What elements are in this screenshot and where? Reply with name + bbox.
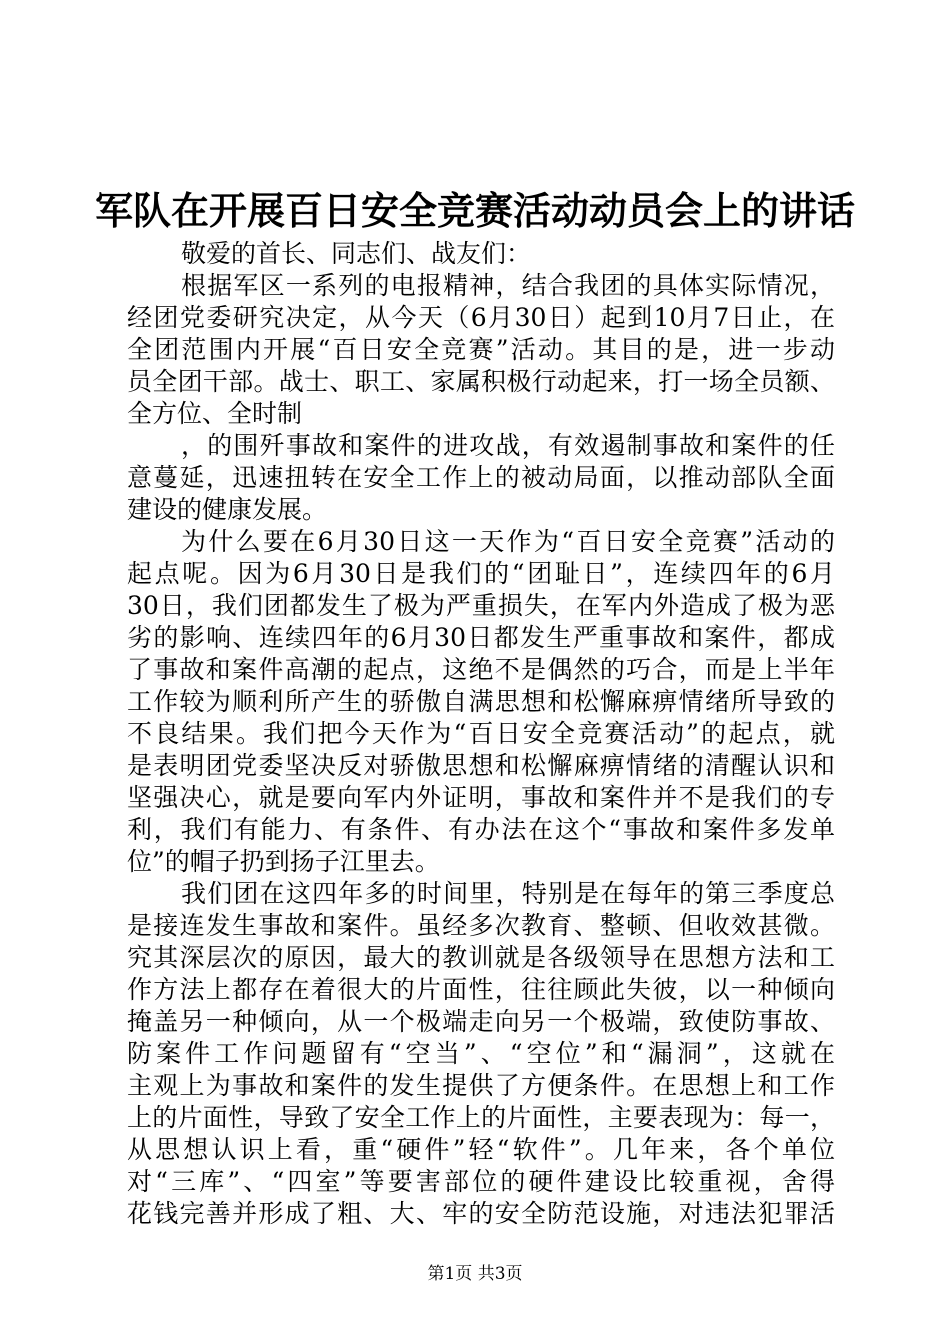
text-line: 意蔓延，迅速扭转在安全工作上的被动局面，以推动部队全面 xyxy=(127,463,835,492)
page-footer: 第1页 共3页 xyxy=(427,1264,523,1284)
text-line: 经团党委研究决定，从今天（6月30日）起到10月7日止，在 xyxy=(127,303,835,332)
text-line: 建设的健康发展。 xyxy=(127,495,328,524)
text-line: 全团范围内开展“百日安全竞赛”活动。其目的是，进一步动 xyxy=(127,335,835,364)
text-line: 劣的影响、连续四年的6月30日都发生严重事故和案件，都成 xyxy=(127,623,835,652)
text-line: 花钱完善并形成了粗、大、牢的安全防范设施，对违法犯罪活 xyxy=(127,1199,835,1228)
text-line: 对“三库”、“四室”等要害部位的硬件建设比较重视，舍得 xyxy=(127,1167,835,1196)
text-line: 是表明团党委坚决反对骄傲思想和松懈麻痹情绪的清醒认识和 xyxy=(127,751,835,780)
text-line: 作方法上都存在着很大的片面性，往往顾此失彼，以一种倾向 xyxy=(127,975,835,1004)
text-line: 位”的帽子扔到扬子江里去。 xyxy=(127,847,440,876)
text-line: 主观上为事故和案件的发生提供了方便条件。在思想上和工作 xyxy=(127,1071,835,1100)
text-line: 究其深层次的原因，最大的教训就是各级领导在思想方法和工 xyxy=(127,943,835,972)
text-line: 从思想认识上看，重“硬件”轻“软件”。几年来，各个单位 xyxy=(127,1135,835,1164)
text-line: 员全团干部。战士、职工、家属积极行动起来，打一场全员额、 xyxy=(127,367,835,396)
text-line: 30日，我们团都发生了极为严重损失，在军内外造成了极为恶 xyxy=(127,591,835,620)
text-line: 防案件工作问题留有“空当”、“空位”和“漏洞”，这就在 xyxy=(127,1039,835,1068)
document-body xyxy=(127,238,835,1230)
document-title: 军队在开展百日安全竞赛活动动员会上的讲话 xyxy=(94,188,855,233)
text-line: 根据军区一系列的电报精神，结合我团的具体实际情况， xyxy=(181,271,835,300)
text-line: 工作较为顺利所产生的骄傲自满思想和松懈麻痹情绪所导致的 xyxy=(127,687,835,716)
text-line: ，的围歼事故和案件的进攻战，有效遏制事故和案件的任 xyxy=(181,431,835,460)
text-line: 我们团在这四年多的时间里，特别是在每年的第三季度总 xyxy=(181,879,835,908)
text-line: 了事故和案件高潮的起点，这绝不是偶然的巧合，而是上半年 xyxy=(127,655,835,684)
text-line: 掩盖另一种倾向，从一个极端走向另一个极端，致使防事故、 xyxy=(127,1007,835,1036)
text-line: 起点呢。因为6月30日是我们的“团耻日”，连续四年的6月 xyxy=(127,559,835,588)
text-line: 上的片面性，导致了安全工作上的片面性，主要表现为：每一， xyxy=(127,1103,835,1132)
text-line: 为什么要在6月30日这一天作为“百日安全竞赛”活动的 xyxy=(181,527,835,556)
text-line: 利，我们有能力、有条件、有办法在这个“事故和案件多发单 xyxy=(127,815,835,844)
text-line: 敬爱的首长、同志们、战友们： xyxy=(181,239,532,268)
text-line: 坚强决心，就是要向军内外证明，事故和案件并不是我们的专 xyxy=(127,783,835,812)
text-line: 不良结果。我们把今天作为“百日安全竞赛活动”的起点，就 xyxy=(127,719,835,748)
text-line: 全方位、全时制 xyxy=(127,399,303,428)
text-line: 是接连发生事故和案件。虽经多次教育、整顿、但收效甚微。 xyxy=(127,911,835,940)
